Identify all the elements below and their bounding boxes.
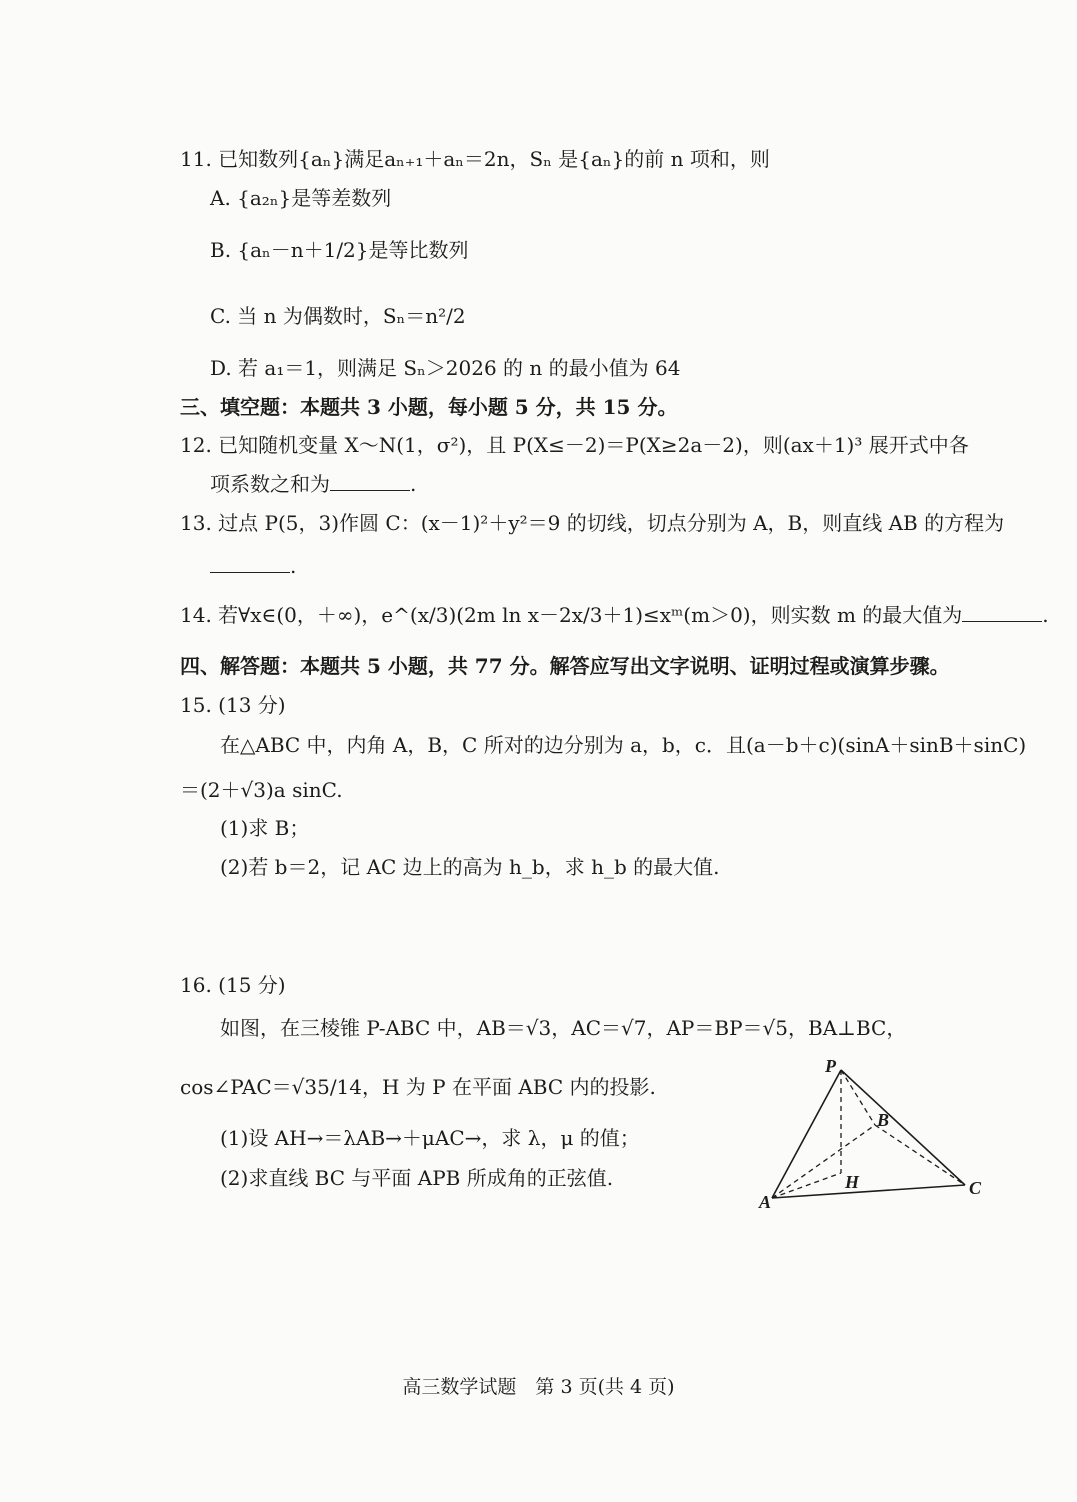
q11-stem: 11. 已知数列{aₙ}满足aₙ₊₁＋aₙ＝2n，Sₙ 是{aₙ}的前 n 项和，则 xyxy=(180,147,770,171)
q16-head: 16. (15 分) xyxy=(180,973,286,997)
q15-line1: 在△ABC 中，内角 A，B，C 所对的边分别为 a，b，c．且(a－b＋c)(sinA＋sinB＋sinC) xyxy=(220,733,1027,757)
q13-line1: 13. 过点 P(5，3)作圆 C：(x－1)²＋y²＝9 的切线，切点分别为 A，B，则直线 AB 的方程为 xyxy=(180,511,1005,535)
q14-end: . xyxy=(1042,603,1049,627)
q11-option-c: C. 当 n 为偶数时，Sₙ＝n²/2 xyxy=(210,304,466,328)
q11-option-d: D. 若 a₁＝1，则满足 Sₙ＞2026 的 n 的最小值为 64 xyxy=(210,356,681,380)
label-b: B xyxy=(877,1110,890,1130)
q12-line2-text: 项系数之和为 xyxy=(210,472,330,496)
q13-answer-blank xyxy=(210,554,290,573)
q16-part2: (2)求直线 BC 与平面 APB 所成角的正弦值. xyxy=(220,1166,614,1190)
section-4-heading: 四、解答题：本题共 5 小题，共 77 分。解答应写出文字说明、证明过程或演算步骤。 xyxy=(180,654,950,678)
label-p: P xyxy=(825,1056,836,1076)
q14-answer-blank xyxy=(962,603,1042,622)
edge-bc xyxy=(875,1125,965,1185)
edge-ab xyxy=(772,1125,875,1198)
q11-option-b: B. {aₙ－n＋1/2}是等比数列 xyxy=(210,238,469,262)
q13-end: . xyxy=(290,554,297,578)
q16-line1: 如图，在三棱锥 P-ABC 中，AB＝√3，AC＝√7，AP＝BP＝√5，BA⊥BC， xyxy=(220,1016,907,1040)
label-a: A xyxy=(759,1192,772,1212)
q12-line1: 12. 已知随机变量 X～N(1，σ²)，且 P(X≤－2)＝P(X≥2a－2)，则(ax＋1)³ 展开式中各 xyxy=(180,433,969,457)
q12-end: . xyxy=(410,472,417,496)
q15-part2: (2)若 b＝2，记 AC 边上的高为 h_b，求 h_b 的最大值. xyxy=(220,855,720,879)
q13-line2 xyxy=(210,553,296,579)
q16-line2: cos∠PAC＝√35/14，H 为 P 在平面 ABC 内的投影. xyxy=(180,1075,656,1099)
page-footer: 高三数学试题 第 3 页(共 4 页) xyxy=(402,1376,675,1398)
edge-pa xyxy=(772,1070,841,1198)
q15-part1: (1)求 B； xyxy=(220,816,310,840)
edge-pc xyxy=(841,1070,965,1185)
q12-answer-blank xyxy=(330,472,410,491)
section-3-heading: 三、填空题：本题共 3 小题，每小题 5 分，共 15 分。 xyxy=(180,395,678,419)
q14-text: 14. 若∀x∈(0，＋∞)，e^(x/3)(2m ln x－2x/3＋1)≤xᵐ(m＞0)，则实数 m 的最大值为 xyxy=(180,603,963,627)
q15-line2: ＝(2＋√3)a sinC. xyxy=(180,778,343,802)
label-c: C xyxy=(969,1178,982,1198)
q11-option-a: A. {a₂ₙ}是等差数列 xyxy=(210,186,392,210)
q16-part1: (1)设 AH→＝λAB→＋μAC→，求 λ，μ 的值； xyxy=(220,1126,640,1150)
label-h: H xyxy=(845,1172,860,1192)
tetrahedron-figure xyxy=(755,1050,995,1215)
q14-line1 xyxy=(180,602,1049,628)
q12-line2 xyxy=(210,471,416,497)
q15-head: 15. (13 分) xyxy=(180,693,286,717)
